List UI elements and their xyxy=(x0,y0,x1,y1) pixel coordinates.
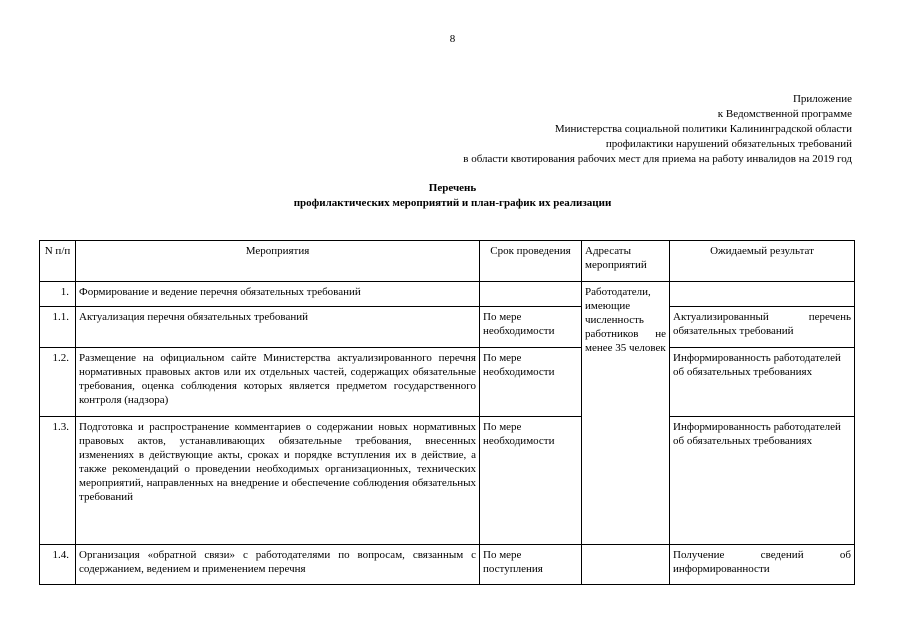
page-number: 8 xyxy=(449,33,456,45)
table-row xyxy=(40,417,855,545)
table-row xyxy=(40,545,855,585)
title-line: Перечень xyxy=(428,182,477,194)
addressees-merged-cell: Работодатели, имеющие численность работников не менее 35 человек xyxy=(582,282,670,545)
row-result: Получение сведений об информированности xyxy=(670,545,855,585)
row-term: По мере необходимости xyxy=(480,307,582,348)
row-num: 1.3. xyxy=(40,417,76,545)
document-title xyxy=(0,181,905,211)
appendix-line: профилактики нарушений обязательных требований xyxy=(605,138,852,150)
row-event: Размещение на официальном сайте Министерства актуализированного перечня нормативных правовых актов или их отдельных частей, содержащих обязательные требования, оценка соблюдения которых является предметом государственного контроля (надзора) xyxy=(76,348,480,417)
table-row xyxy=(40,282,855,307)
row-term: По мере необходимости xyxy=(480,348,582,417)
header-result: Ожидаемый результат xyxy=(670,241,855,282)
header-addressees: Адресаты мероприятий xyxy=(582,241,670,282)
row-event: Формирование и ведение перечня обязательных требований xyxy=(76,282,480,307)
row-num: 1.4. xyxy=(40,545,76,585)
row-event: Актуализация перечня обязательных требований xyxy=(76,307,480,348)
row-result: Информированность работодателей об обязательных требованиях xyxy=(670,348,855,417)
row-term: По мере необходимости xyxy=(480,417,582,545)
row-num: 1.2. xyxy=(40,348,76,417)
title-line: профилактических мероприятий и план-график их реализации xyxy=(293,197,612,209)
events-table xyxy=(39,240,855,585)
appendix-line: в области квотирования рабочих мест для приема на работу инвалидов на 2019 год xyxy=(463,153,852,165)
header-event: Мероприятия xyxy=(76,241,480,282)
row-result: Актуализированный перечень обязательных требований xyxy=(670,307,855,348)
row-term: По мере поступления xyxy=(480,545,582,585)
row-addressees xyxy=(582,545,670,585)
row-event: Организация «обратной связи» с работодателями по вопросам, связанным с содержанием, ведением и применением перечня xyxy=(76,545,480,585)
header-term: Срок проведения xyxy=(480,241,582,282)
row-term xyxy=(480,282,582,307)
row-result: Информированность работодателей об обязательных требованиях xyxy=(670,417,855,545)
header-num: N п/п xyxy=(40,241,76,282)
appendix-line: Приложение xyxy=(792,93,852,105)
appendix-line: к Ведомственной программе xyxy=(717,108,852,120)
appendix-line: Министерства социальной политики Калининградской области xyxy=(554,123,852,135)
row-result xyxy=(670,282,855,307)
appendix-header xyxy=(463,92,852,167)
table-header-row xyxy=(40,241,855,282)
row-num: 1. xyxy=(40,282,76,307)
table-row xyxy=(40,307,855,348)
table-row xyxy=(40,348,855,417)
row-num: 1.1. xyxy=(40,307,76,348)
row-event: Подготовка и распространение комментариев о содержании новых нормативных правовых актов, устанавливающих обязательные требования, внесенных изменениях в действующие акты, сроках и порядке вступления их в действие, а также рекомендаций о проведении необходимых организационных, технических мероприятий, направленных на внедрение и обеспечение соблюдения обязательных требований xyxy=(76,417,480,545)
